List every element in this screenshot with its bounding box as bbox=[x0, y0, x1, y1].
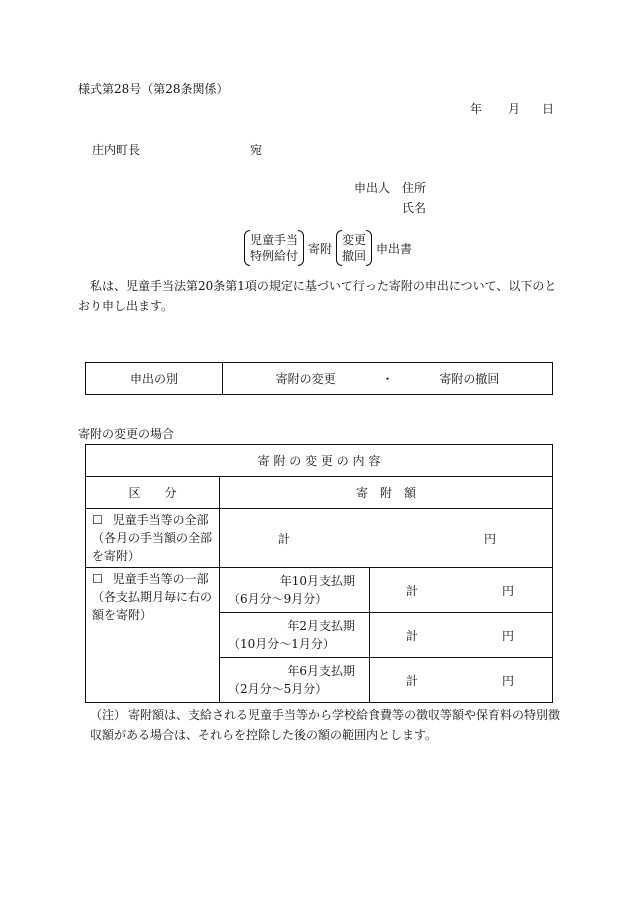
footnote bbox=[90, 705, 560, 745]
request-type-table bbox=[85, 362, 553, 395]
period-2-cell bbox=[220, 613, 370, 658]
period-1-cell bbox=[220, 568, 370, 613]
applicant-name-label: 氏名 bbox=[402, 201, 427, 215]
row-all-sub: （各月の手当額の全部を寄附） bbox=[92, 531, 213, 563]
period-1-range: （6月分～9月分） bbox=[228, 592, 328, 606]
row-all-amount[interactable] bbox=[220, 509, 553, 568]
row-all-unit: 円 bbox=[483, 531, 496, 546]
date-day: 日 bbox=[542, 102, 555, 116]
period-3-name: 年6月支払期 bbox=[287, 664, 355, 678]
col-category-header: 区 分 bbox=[86, 477, 220, 509]
period-3-total-label: 計 bbox=[406, 673, 419, 688]
period-2-range: （10月分～1月分） bbox=[228, 637, 335, 651]
change-section-title: 寄附の変更の場合 bbox=[78, 427, 175, 441]
period-2-name: 年2月支払期 bbox=[287, 619, 355, 633]
date-year: 年 bbox=[470, 102, 483, 116]
row-all-label: 児童手当等の全部 bbox=[112, 513, 209, 527]
period-1-amount[interactable] bbox=[370, 568, 553, 613]
applicant-label: 申出人 bbox=[354, 181, 391, 195]
addressee-suffix: 宛 bbox=[250, 143, 263, 157]
request-type-label: 申出の別 bbox=[86, 363, 223, 395]
title-suffix: 申出書 bbox=[376, 241, 413, 256]
title-group-1-line-2: 特例給付 bbox=[250, 249, 299, 263]
change-details-table bbox=[85, 444, 553, 703]
title-group-2-line-1: 変更 bbox=[342, 233, 367, 247]
row-part-label: 児童手当等の一部 bbox=[112, 572, 209, 586]
period-2-total-label: 計 bbox=[406, 628, 419, 643]
row-part-category bbox=[86, 568, 220, 703]
change-table-header: 寄 附 の 変 更 の 内 容 bbox=[86, 445, 553, 477]
request-type-options bbox=[223, 363, 553, 395]
row-part-checkbox[interactable]: ☐ bbox=[92, 572, 103, 586]
period-1-total-label: 計 bbox=[406, 583, 419, 598]
date-month: 月 bbox=[508, 102, 521, 116]
period-3-range: （2月分～5月分） bbox=[228, 682, 328, 696]
title-group-1-line-1: 児童手当 bbox=[250, 233, 299, 247]
footnote-label: （注） bbox=[90, 708, 127, 722]
addressee-name: 庄内町長 bbox=[92, 143, 141, 157]
row-part-sub: （各支払期月毎に右の額を寄附） bbox=[92, 590, 213, 622]
title-group-2-line-2: 撤回 bbox=[342, 249, 367, 263]
title-group-2 bbox=[336, 232, 372, 264]
period-2-unit: 円 bbox=[501, 628, 514, 643]
row-all-total-label: 計 bbox=[278, 531, 291, 546]
period-3-unit: 円 bbox=[501, 673, 514, 688]
option-separator: ・ bbox=[381, 372, 394, 386]
form-number: 様式第28号（第28条関係） bbox=[78, 82, 229, 96]
period-3-cell bbox=[220, 658, 370, 703]
period-2-amount[interactable] bbox=[370, 613, 553, 658]
intro-paragraph: 私は、児童手当法第20条第1項の規定に基づいて行った寄附の申出について、以下のとおり申し出ます。 bbox=[78, 279, 557, 313]
row-all-checkbox[interactable]: ☐ bbox=[92, 513, 103, 527]
option-withdraw[interactable]: 寄附の撤回 bbox=[439, 372, 500, 386]
form-title bbox=[244, 232, 412, 264]
title-group-1 bbox=[244, 232, 304, 264]
col-amount-header: 寄 附 額 bbox=[220, 477, 553, 509]
option-change[interactable]: 寄附の変更 bbox=[275, 372, 336, 386]
title-middle: 寄附 bbox=[308, 241, 333, 256]
period-1-name: 年10月支払期 bbox=[279, 574, 355, 588]
row-all-category bbox=[86, 509, 220, 568]
applicant-address-label: 住所 bbox=[402, 181, 427, 195]
period-1-unit: 円 bbox=[501, 583, 514, 598]
footnote-text: 寄附額は、支給される児童手当等から学校給食費等の徴収等額や保育料の特別徴収額がある場合は、それらを控除した後の額の範囲内とします。 bbox=[90, 708, 561, 742]
period-3-amount[interactable] bbox=[370, 658, 553, 703]
